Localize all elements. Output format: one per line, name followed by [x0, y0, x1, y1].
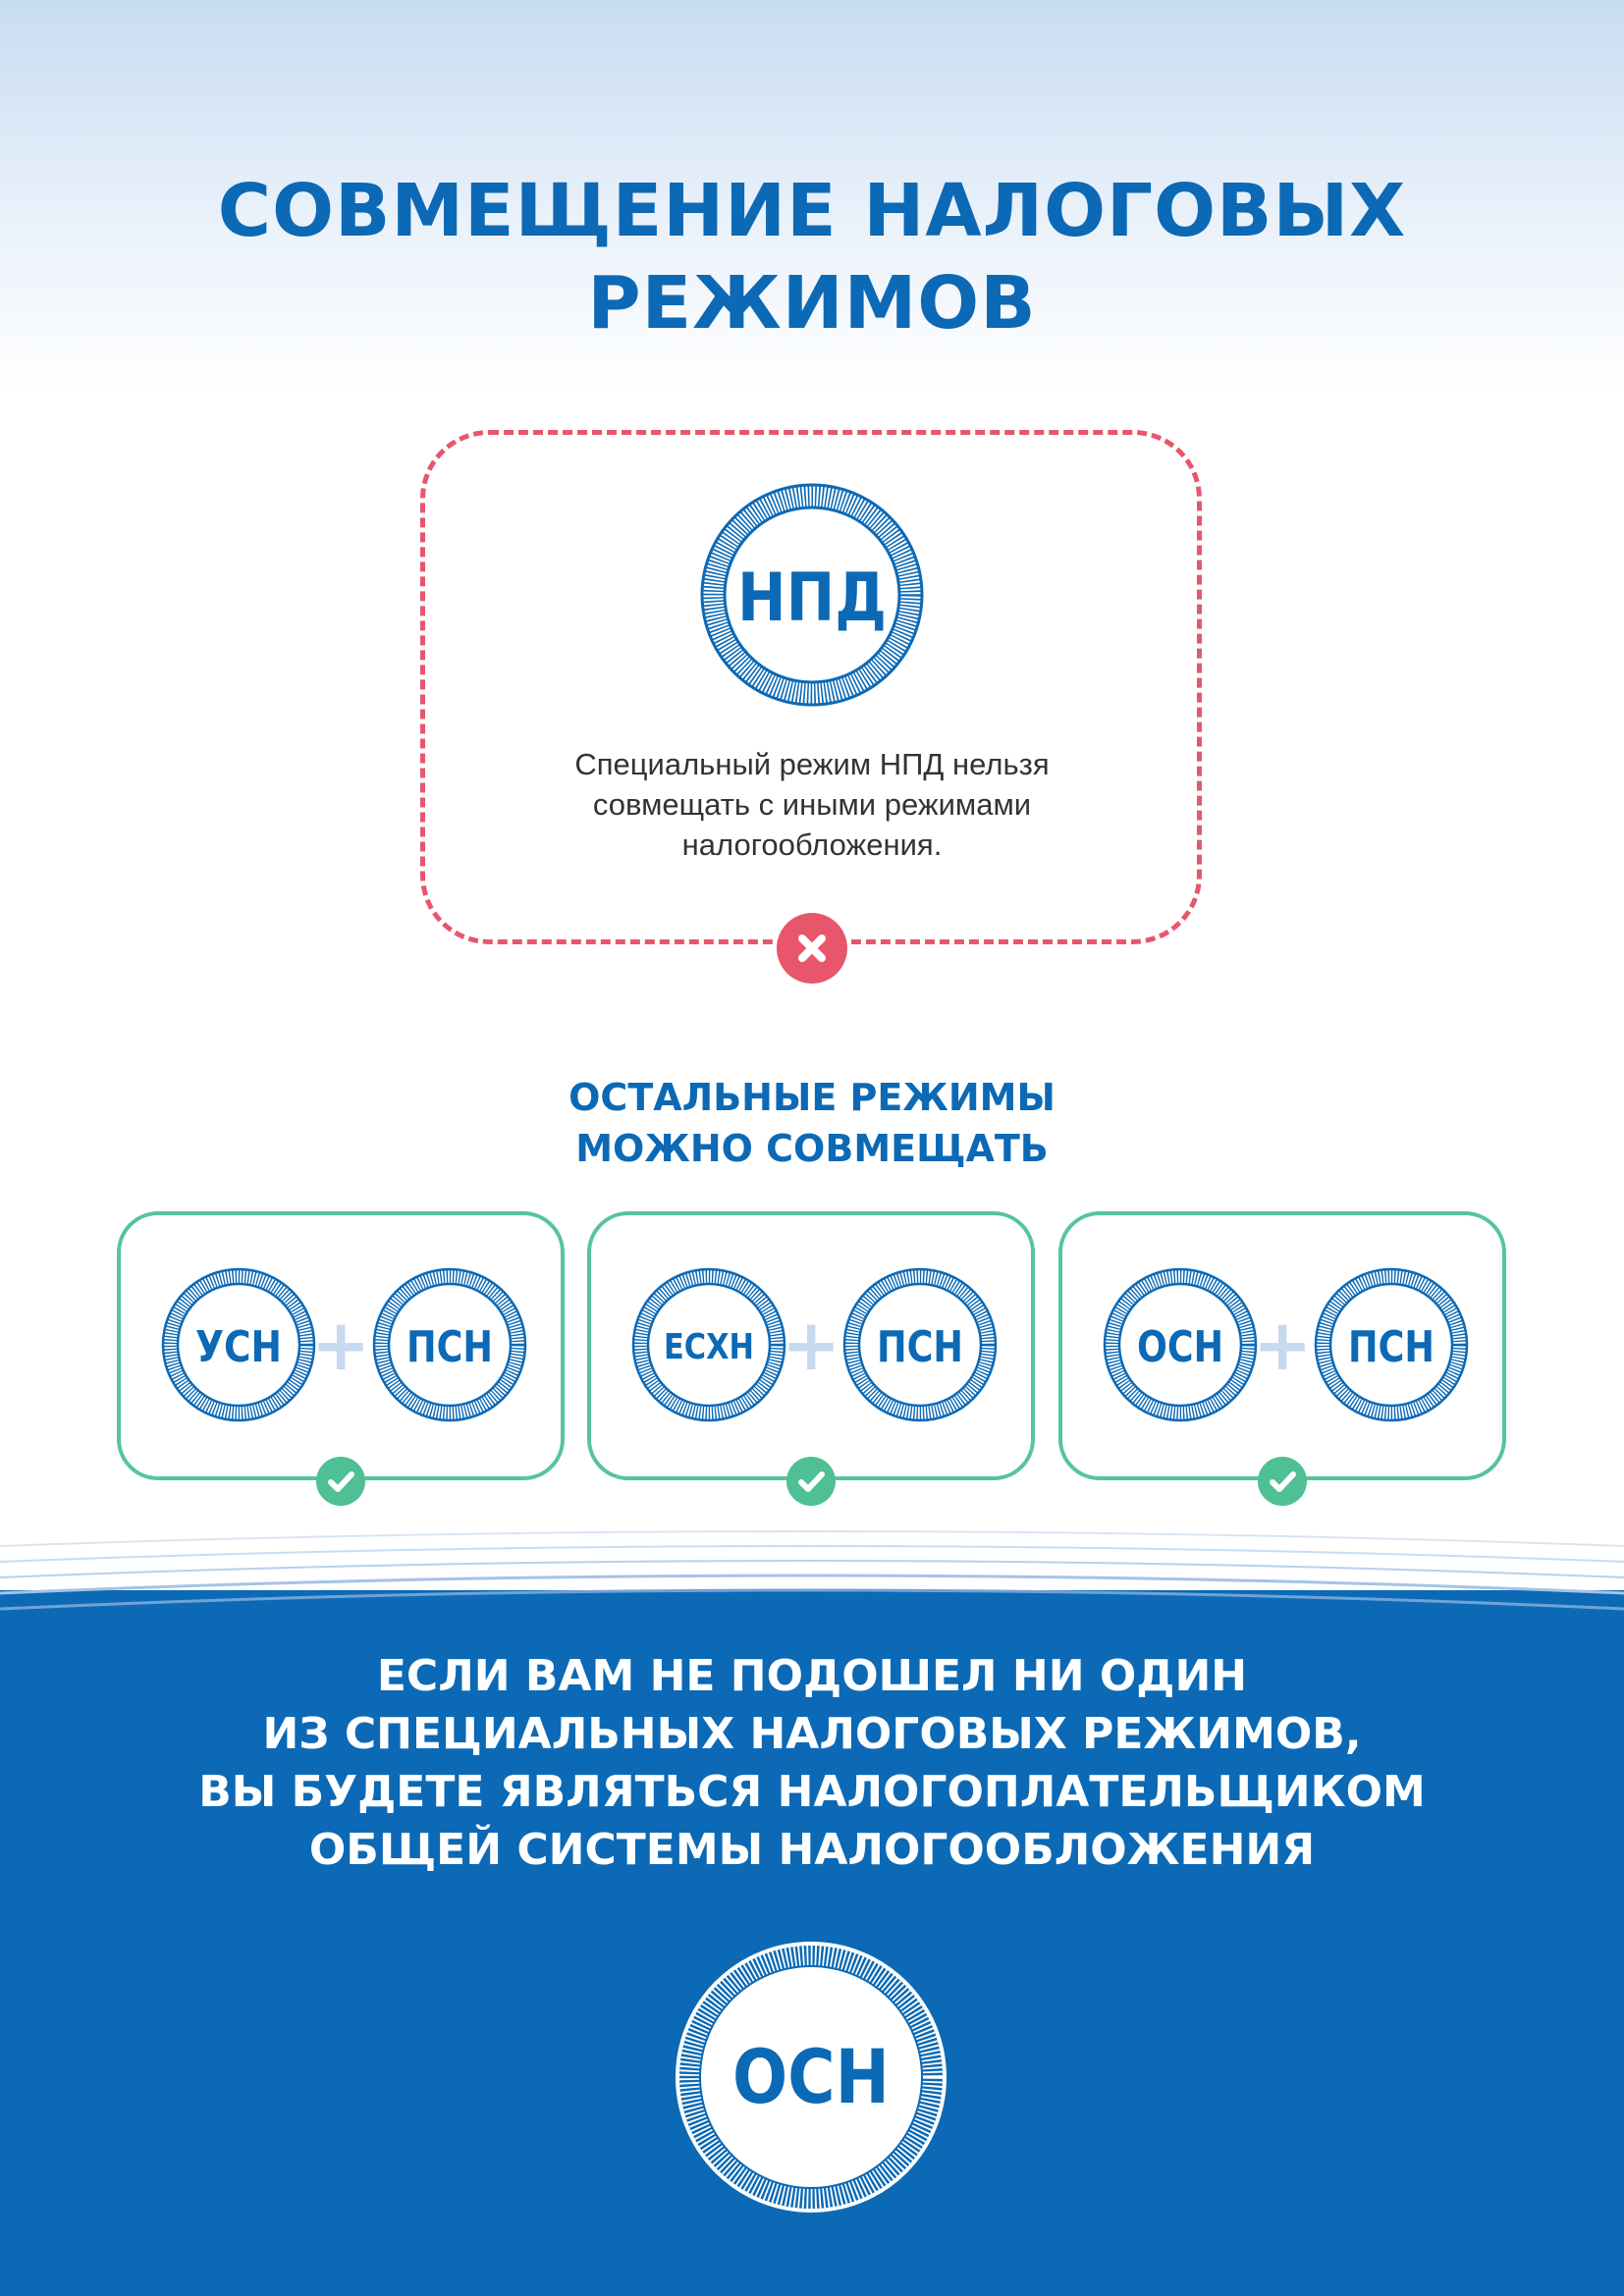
plus-icon: + — [311, 1304, 371, 1386]
osn-badge-label: ОСН — [1137, 1322, 1223, 1372]
plus-icon: + — [782, 1304, 841, 1386]
usn-badge-label: УСН — [195, 1322, 282, 1372]
psn-badge-label: ПСН — [1348, 1322, 1435, 1372]
check-icon — [786, 1457, 836, 1506]
npd-description-line2: совмещать с иными режимами — [592, 787, 1032, 822]
psn-badge — [371, 1266, 528, 1423]
usn-badge — [160, 1266, 317, 1423]
combinations-subtitle-line2: МОЖНО СОВМЕЩАТЬ — [575, 1127, 1049, 1170]
page-title — [0, 165, 1624, 349]
npd-badge — [698, 481, 926, 709]
npd-description — [0, 744, 1624, 865]
footer-message-line2: ИЗ СПЕЦИАЛЬНЫХ НАЛОГОВЫХ РЕЖИМОВ, — [262, 1709, 1362, 1759]
combinations-subtitle-line1: ОСТАЛЬНЫЕ РЕЖИМЫ — [568, 1076, 1056, 1119]
combinations-subtitle — [0, 1072, 1624, 1174]
decorative-waves — [0, 1526, 1624, 1664]
footer-message-line3: ВЫ БУДЕТЕ ЯВЛЯТЬСЯ НАЛОГОПЛАТЕЛЬЩИКОМ — [198, 1767, 1426, 1817]
page-title-line2: РЕЖИМОВ — [587, 261, 1037, 346]
footer-message-line1: ЕСЛИ ВАМ НЕ ПОДОШЕЛ НИ ОДИН — [376, 1651, 1248, 1701]
osn-badge — [1102, 1266, 1259, 1423]
osn-large-badge — [676, 1942, 947, 2213]
page-title-line1: СОВМЕЩЕНИЕ НАЛОГОВЫХ — [217, 169, 1407, 253]
npd-description-line1: Специальный режим НПД нельзя — [574, 747, 1050, 781]
psn-badge-label: ПСН — [877, 1322, 963, 1372]
eshn-badge-label: ЕСХН — [664, 1327, 754, 1367]
footer-message-line4: ОБЩЕЙ СИСТЕМЫ НАЛОГООБЛОЖЕНИЯ — [308, 1825, 1316, 1875]
eshn-badge — [630, 1266, 787, 1423]
psn-badge — [841, 1266, 999, 1423]
npd-description-line3: налогообложения. — [681, 828, 943, 862]
osn-large-badge-label: ОСН — [732, 2033, 890, 2120]
x-icon — [777, 913, 847, 984]
check-icon — [316, 1457, 365, 1506]
plus-icon: + — [1253, 1304, 1313, 1386]
psn-badge-label: ПСН — [406, 1322, 493, 1372]
footer-message — [0, 1647, 1624, 1879]
psn-badge — [1313, 1266, 1470, 1423]
npd-badge-label: НПД — [737, 560, 887, 637]
check-icon — [1258, 1457, 1307, 1506]
